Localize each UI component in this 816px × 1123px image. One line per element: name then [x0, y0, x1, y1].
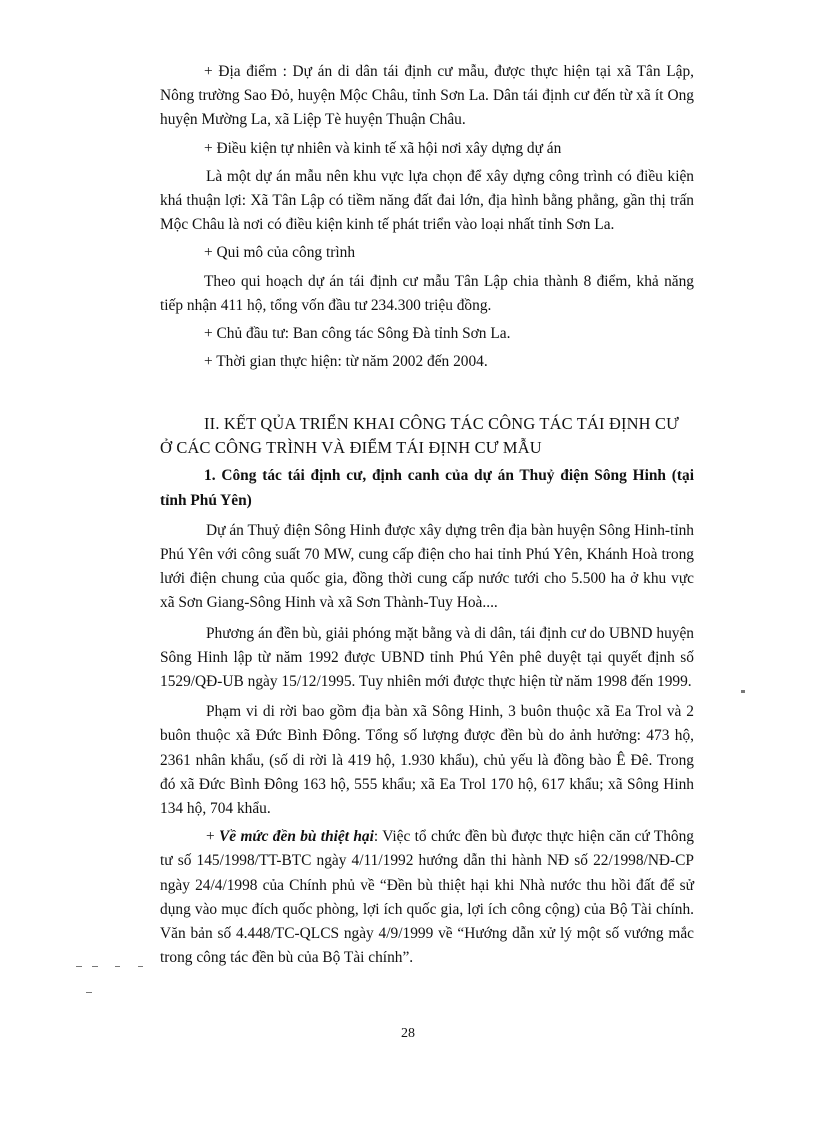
paragraph-scale-heading: + Qui mô của công trình [204, 244, 356, 262]
paragraph-relocation-scope: Phạm vi di rời bao gồm địa bàn xã Sông Hinh, 3 buôn thuộc xã Ea Trol và 2 buôn thuộc xã Đức Bình Đông. Tổng số lượng được đền bù do ảnh hưởng: 473 hộ, 2361 nhân khẩu, (số di rời là 419 hộ, 1.930 khẩu), chủ yếu là đồng bào Ê Đê. Trong đó xã Đức Bình Đông 163 hộ, 555 khẩu; xã Ea Trol 170 hộ, 617 khẩu; xã Sông Hinh 134 hộ, 704 khẩu. [160, 703, 694, 818]
paragraph-compensation-level [160, 825, 694, 970]
scan-speck [76, 966, 82, 967]
bullet-lead: + [206, 828, 220, 846]
page-number: 28 [401, 1026, 415, 1041]
scan-speck [86, 992, 92, 993]
document-body [160, 60, 694, 971]
paragraph-conditions: Là một dự án mẫu nên khu vực lựa chọn để xây dựng công trình có điều kiện khá thuận lợi: Xã Tân Lập có tiềm năng đất đai lớn, địa hình bằng phẳng, gần thị trấn Mộc Châu là nơi có điều kiện kinh tế phát triển vào loại nhất tỉnh Sơn La. [160, 167, 694, 234]
scan-speck [92, 966, 98, 967]
subsection-heading-1: 1. Công tác tái định cư, định canh của dự án Thuỷ điện Sông Hinh (tại tỉnh Phú Yên) [160, 467, 694, 509]
paragraph-location: + Địa điểm : Dự án di dân tái định cư mẫu, được thực hiện tại xã Tân Lập, Nông trường Sao Đỏ, huyện Mộc Châu, tỉnh Sơn La. Dân tái định cư đến từ xã ít Ong huyện Mường La, xã Liệp Tè huyện Thuận Châu. [160, 63, 694, 129]
paragraph-compensation-level-text: : Việc tổ chức đền bù được thực hiện căn cứ Thông tư số 145/1998/TT-BTC ngày 4/11/1992 hướng dẫn thi hành NĐ số 22/1998/NĐ-CP ngày 24/4/1998 của Chính phủ về “Đền bù thiệt hại khi Nhà nước thu hồi đất để sử dụng vào mục đích quốc phòng, lợi ích quốc gia, lợi ích công cộng) của Bộ Tài chính. Văn bản số 4.448/TC-QLCS ngày 4/9/1999 về “Hướng dẫn xử lý một số vướng mắc trong công tác đền bù của Bộ Tài chính”. [160, 828, 694, 967]
paragraph-compensation-plan: Phương án đền bù, giải phóng mặt bằng và di dân, tái định cư do UBND huyện Sông Hinh lập từ năm 1992 được UBND tỉnh Phú Yên phê duyệt tại quyết định số 1529/QĐ-UB ngày 15/12/1995. Tuy nhiên mới được thực hiện từ năm 1998 đến 1999. [160, 624, 694, 691]
scan-speck [741, 690, 745, 693]
emphasis-compensation-level: Về mức đền bù thiệt hại [219, 828, 374, 846]
section-heading-ii: II. KẾT QỦA TRIỂN KHAI CÔNG TÁC CÔNG TÁC TÁI ĐỊNH CƯ Ở CÁC CÔNG TRÌNH VÀ ĐIỂM TÁI ĐỊNH CƯ MẪU [160, 414, 680, 458]
paragraph-song-hinh-project: Dự án Thuỷ điện Sông Hinh được xây dựng trên địa bàn huyện Sông Hinh-tỉnh Phú Yên với công suất 70 MW, cung cấp điện cho hai tỉnh Phú Yên, Khánh Hoà trong lưới điện chung của quốc gia, đồng thời cung cấp nước tưới cho 5.500 ha ở khu vực xã Sơn Giang-Sông Hinh và xã Sơn Thành-Tuy Hoà.... [160, 521, 694, 612]
paragraph-timeline: + Thời gian thực hiện: từ năm 2002 đến 2004. [204, 353, 488, 371]
scan-speck [115, 966, 120, 967]
paragraph-investor: + Chủ đầu tư: Ban công tác Sông Đà tỉnh Sơn La. [204, 325, 511, 343]
paragraph-scale: Theo qui hoạch dự án tái định cư mẫu Tân Lập chia thành 8 điểm, khả năng tiếp nhận 411 hộ, tổng vốn đầu tư 234.300 triệu đồng. [160, 272, 694, 314]
paragraph-conditions-heading: + Điều kiện tự nhiên và kinh tế xã hội nơi xây dựng dự án [204, 139, 562, 157]
scan-speck [138, 966, 143, 967]
